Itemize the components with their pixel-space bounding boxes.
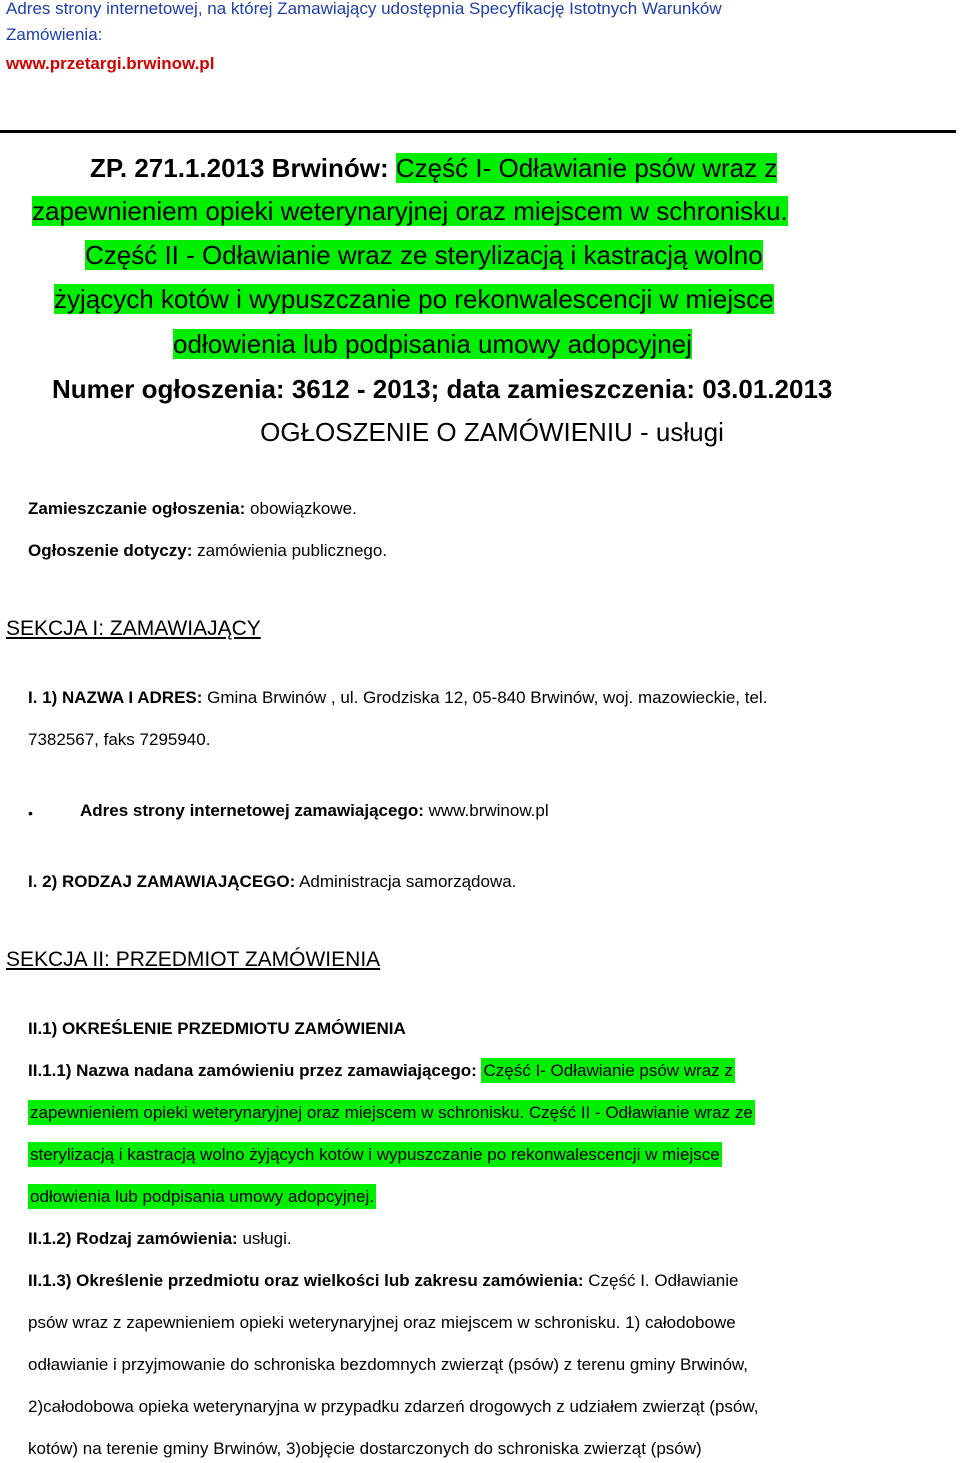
header-line-2: Zamówienia:: [6, 25, 103, 44]
order-name-line-2: [28, 1101, 755, 1125]
subject-definition-heading: II.1) OKREŚLENIE PRZEDMIOTU ZAMÓWIENIA: [28, 1019, 406, 1038]
bullet-icon: •: [28, 805, 33, 821]
title-highlight-2: zapewnieniem opieki weterynaryjnej oraz miejscem w schronisku.: [32, 196, 788, 226]
title-line-2: [32, 190, 788, 232]
concerns-value: zamówienia publicznego.: [197, 541, 388, 560]
scope-label: II.1.3) Określenie przedmiotu oraz wielkości lub zakresu zamówienia:: [28, 1271, 584, 1290]
order-type-label: II.1.2) Rodzaj zamówienia:: [28, 1229, 238, 1248]
title-highlight-3: Część II - Odławianie wraz ze sterylizacją i kastracją wolno: [85, 240, 763, 270]
scope-line-1: [28, 1269, 738, 1293]
title-line-4: [54, 278, 774, 320]
placement-value: obowiązkowe.: [250, 499, 357, 518]
order-type-line: [28, 1227, 292, 1251]
placement-label: Zamieszczanie ogłoszenia:: [28, 499, 246, 518]
title-line-3: [85, 234, 763, 276]
buyer-type-value: Administracja samorządowa.: [299, 872, 517, 891]
header-line-1: Adres strony internetowej, na której Zamawiający udostępnia Specyfikację Istotnych Warunków: [6, 0, 722, 18]
title-prefix: ZP. 271.1.2013 Brwinów:: [90, 153, 389, 183]
order-name-highlight-2: zapewnieniem opieki weterynaryjnej oraz miejscem w schronisku. Część II - Odławianie wraz ze: [28, 1100, 755, 1125]
phone-fax-line: 7382567, faks 7295940.: [28, 730, 211, 749]
website-label: Adres strony internetowej zamawiającego:: [80, 801, 424, 820]
scope-value-1: Część I. Odławianie: [588, 1271, 739, 1290]
name-address-label: I. 1) NAZWA I ADRES:: [28, 688, 203, 707]
order-name-line-3: [28, 1143, 722, 1167]
order-name-line-1: [28, 1059, 735, 1083]
order-name-label: II.1.1) Nazwa nadana zamówieniu przez zamawiającego:: [28, 1061, 477, 1080]
header-divider: [0, 130, 956, 133]
title-highlight-5: odłowienia lub podpisania umowy adopcyjnej: [173, 329, 692, 359]
scope-line-5: kotów) na terenie gminy Brwinów, 3)objęcie dostarczonych do schroniska zwierząt (psów): [28, 1439, 702, 1458]
section-1-heading: SEKCJA I: ZAMAWIAJĄCY: [6, 617, 261, 640]
title-highlight-4: żyjących kotów i wypuszczanie po rekonwalescencji w miejsce: [54, 284, 774, 314]
website-value[interactable]: www.brwinow.pl: [428, 801, 549, 820]
concerns-line: [28, 539, 387, 563]
name-address-line: [28, 686, 767, 710]
notice-heading: OGŁOSZENIE O ZAMÓWIENIU - usługi: [260, 417, 724, 447]
order-name-highlight-3: sterylizacją i kastracją wolno żyjących kotów i wypuszczanie po rekonwalescencji w miejsce: [28, 1142, 722, 1167]
website-line: [80, 799, 549, 823]
title-highlight-1: Część I- Odławianie psów wraz z: [395, 153, 778, 183]
concerns-label: Ogłoszenie dotyczy:: [28, 541, 193, 560]
scope-line-2: psów wraz z zapewnieniem opieki weterynaryjnej oraz miejscem w schronisku. 1) całodobowe: [28, 1313, 736, 1332]
order-name-highlight-1: Część I- Odławianie psów wraz z: [481, 1058, 734, 1083]
placement-line: [28, 497, 357, 521]
title-line-1: [90, 147, 777, 189]
name-address-value: Gmina Brwinów , ul. Grodziska 12, 05-840 Brwinów, woj. mazowieckie, tel.: [207, 688, 768, 707]
buyer-type-label: I. 2) RODZAJ ZAMAWIAJĄCEGO:: [28, 872, 296, 891]
notice-number-line: Numer ogłoszenia: 3612 - 2013; data zamieszczenia: 03.01.2013: [52, 374, 833, 404]
tender-site-link[interactable]: www.przetargi.brwinow.pl: [6, 54, 215, 73]
order-name-line-4: [28, 1185, 376, 1209]
scope-line-4: 2)całodobowa opieka weterynaryjna w przypadku zdarzeń drogowych z udziałem zwierząt (psów,: [28, 1397, 759, 1416]
buyer-type-line: [28, 870, 516, 894]
title-line-5: [173, 323, 692, 365]
scope-line-3: odławianie i przyjmowanie do schroniska bezdomnych zwierząt (psów) z terenu gminy Brwinów,: [28, 1355, 748, 1374]
order-type-value: usługi.: [242, 1229, 292, 1248]
order-name-highlight-4: odłowienia lub podpisania umowy adopcyjnej.: [28, 1184, 376, 1209]
section-2-heading: SEKCJA II: PRZEDMIOT ZAMÓWIENIA: [6, 948, 381, 971]
